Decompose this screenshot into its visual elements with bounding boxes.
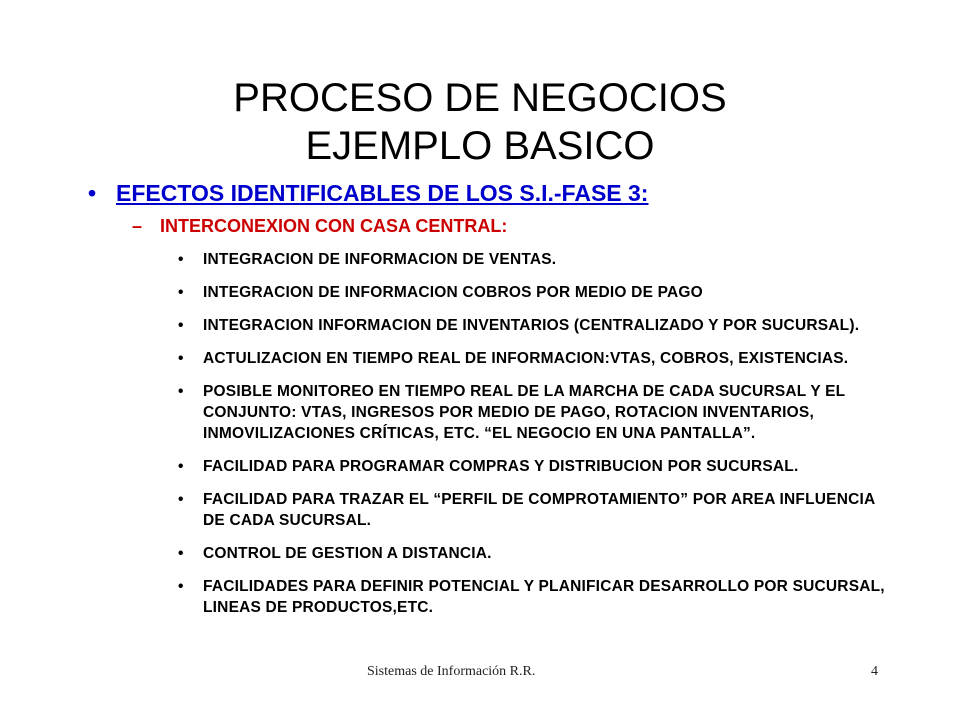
bullet-icon: • xyxy=(178,350,184,367)
list-item xyxy=(176,348,888,369)
bullet-icon: • xyxy=(178,284,184,301)
subheading-text: INTERCONEXION CON CASA CENTRAL: xyxy=(160,216,508,236)
slide-title xyxy=(0,74,960,170)
list-item-text: CONTROL DE GESTION A DISTANCIA. xyxy=(203,545,492,562)
bullet-icon: • xyxy=(178,491,184,508)
dash-icon: – xyxy=(132,216,143,236)
list-item xyxy=(176,576,888,618)
bullet-icon: • xyxy=(88,180,97,206)
list-item xyxy=(176,249,888,270)
section-heading-text: EFECTOS IDENTIFICABLES DE LOS S.I.-FASE 3: xyxy=(116,180,649,206)
bullet-icon: • xyxy=(178,458,184,475)
list-item-text: ACTULIZACION EN TIEMPO REAL DE INFORMACION:VTAS, COBROS, EXISTENCIAS. xyxy=(203,350,849,367)
slide-title-line-2: EJEMPLO BASICO xyxy=(305,124,655,168)
list-item-text: INTEGRACION INFORMACION DE INVENTARIOS (CENTRALIZADO Y POR SUCURSAL). xyxy=(203,317,860,334)
bullet-icon: • xyxy=(178,317,184,334)
slide-title-line-1: PROCESO DE NEGOCIOS xyxy=(233,76,727,120)
list-item xyxy=(176,282,888,303)
list-item-text: POSIBLE MONITOREO EN TIEMPO REAL DE LA MARCHA DE CADA SUCURSAL Y EL CONJUNTO: VTAS, INGRESOS POR MEDIO DE PAGO, ROTACION INVENTARIOS, INMOVILIZACIONES CRÍTICAS, ETC. “EL NEGOCIO EN UNA PANTALLA”. xyxy=(203,383,846,442)
list-item xyxy=(176,543,888,564)
list-item xyxy=(176,315,888,336)
page-number: 4 xyxy=(871,664,878,679)
bullet-icon: • xyxy=(178,545,184,562)
footer-text: Sistemas de Información R.R. xyxy=(367,664,536,679)
list-item-text: INTEGRACION DE INFORMACION COBROS POR MEDIO DE PAGO xyxy=(203,284,703,301)
list-item xyxy=(176,456,888,477)
list-item-text: INTEGRACION DE INFORMACION DE VENTAS. xyxy=(203,251,557,268)
bullet-icon: • xyxy=(178,251,184,268)
list-item-text: FACILIDADES PARA DEFINIR POTENCIAL Y PLANIFICAR DESARROLLO POR SUCURSAL, LINEAS DE PRODUCTOS,ETC. xyxy=(203,578,885,616)
list-item-text: FACILIDAD PARA TRAZAR EL “PERFIL DE COMPROTAMIENTO” POR AREA INFLUENCIA DE CADA SUCURSAL. xyxy=(203,491,875,529)
list-item-text: FACILIDAD PARA PROGRAMAR COMPRAS Y DISTRIBUCION POR SUCURSAL. xyxy=(203,458,799,475)
bullet-icon: • xyxy=(178,578,184,595)
list-item xyxy=(176,381,888,444)
bullet-icon: • xyxy=(178,383,184,400)
list-item xyxy=(176,489,888,531)
bullet-list xyxy=(176,249,888,630)
